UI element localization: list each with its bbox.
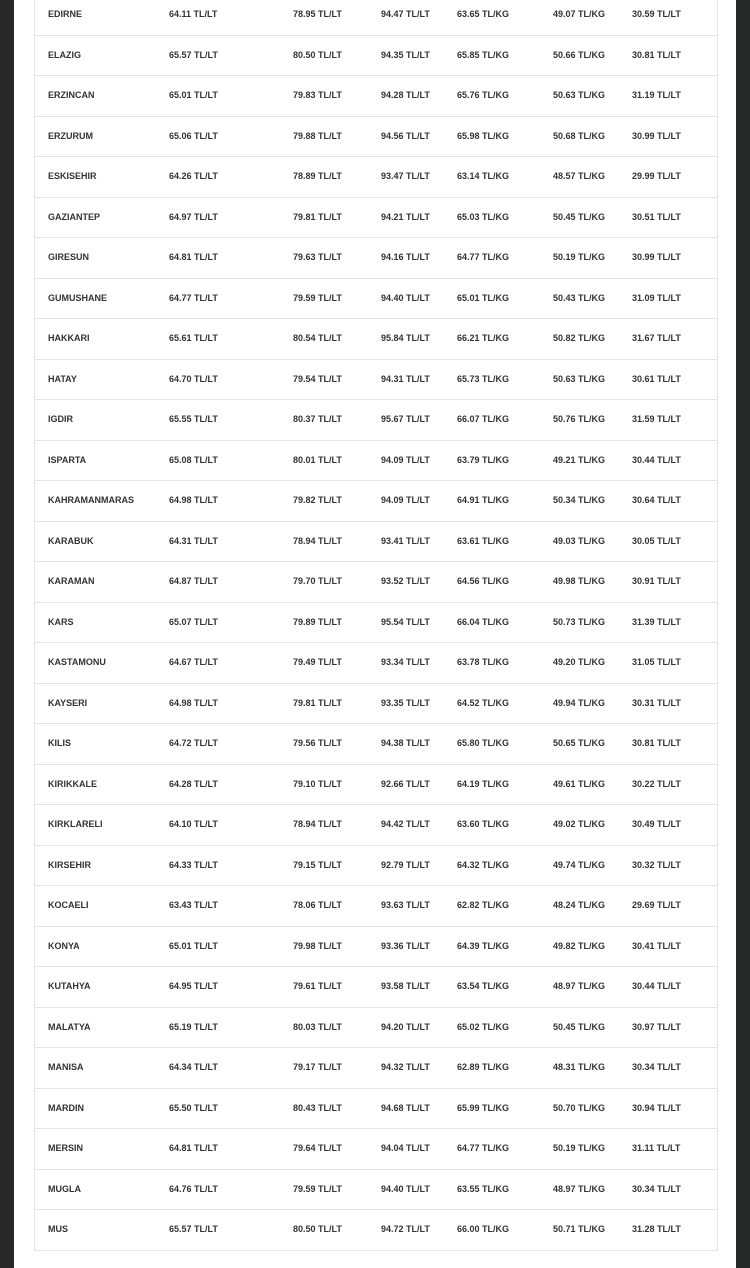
price-col-4-cell: 63.78 TL/KG — [457, 657, 510, 667]
price-col-6-cell: 31.28 TL/LT — [632, 1224, 681, 1234]
price-col-6-cell: 30.44 TL/LT — [632, 981, 681, 991]
price-col-5-cell: 48.97 TL/KG — [553, 981, 606, 991]
price-col-6-cell: 30.97 TL/LT — [632, 1021, 681, 1032]
city-name-cell: IGDIR — [48, 414, 74, 424]
price-col-2-cell: 78.06 TL/LT — [293, 900, 342, 910]
price-col-4-cell: 65.76 TL/KG — [457, 90, 510, 100]
price-col-5-cell: 48.57 TL/KG — [553, 171, 606, 181]
price-col-5-cell: 50.82 TL/KG — [553, 333, 606, 343]
price-col-5-cell: 50.19 TL/KG — [553, 252, 606, 262]
price-col-2-cell: 78.94 TL/LT — [293, 535, 342, 546]
city-name-cell: MERSIN — [48, 1143, 84, 1153]
price-col-5-cell: 50.45 TL/KG — [553, 211, 606, 222]
price-col-4-cell: 65.99 TL/KG — [457, 1102, 510, 1113]
table-row — [35, 279, 717, 320]
city-name-cell: MUGLA — [48, 1183, 81, 1194]
table-row — [35, 0, 717, 36]
price-col-1-cell: 64.95 TL/LT — [169, 981, 218, 991]
price-col-2-cell: 79.15 TL/LT — [293, 859, 342, 870]
price-col-1-cell: 63.43 TL/LT — [169, 900, 218, 910]
price-col-5-cell: 49.02 TL/KG — [553, 819, 606, 829]
price-col-1-cell: 65.61 TL/LT — [169, 333, 218, 343]
table-row — [35, 198, 717, 239]
price-col-6-cell: 30.64 TL/LT — [632, 495, 681, 505]
price-col-1-cell: 64.81 TL/LT — [169, 252, 218, 262]
price-col-4-cell: 63.65 TL/KG — [457, 9, 510, 19]
price-col-3-cell: 93.36 TL/LT — [381, 940, 430, 951]
price-col-4-cell: 65.80 TL/KG — [457, 738, 510, 748]
price-col-6-cell: 30.99 TL/LT — [632, 130, 681, 141]
price-col-1-cell: 64.67 TL/LT — [169, 657, 218, 667]
price-col-2-cell: 79.49 TL/LT — [293, 657, 342, 667]
price-col-4-cell: 63.54 TL/KG — [457, 981, 510, 991]
table-row — [35, 400, 717, 441]
price-col-5-cell: 50.73 TL/KG — [553, 616, 606, 627]
price-col-6-cell: 30.34 TL/LT — [632, 1183, 681, 1194]
price-col-4-cell: 63.14 TL/KG — [457, 171, 510, 181]
price-col-6-cell: 30.49 TL/LT — [632, 819, 681, 829]
table-row — [35, 1008, 717, 1049]
price-col-4-cell: 66.04 TL/KG — [457, 616, 510, 627]
price-col-4-cell: 64.52 TL/KG — [457, 697, 510, 708]
price-col-1-cell: 64.87 TL/LT — [169, 576, 218, 586]
price-col-5-cell: 50.34 TL/KG — [553, 495, 606, 505]
price-col-6-cell: 30.91 TL/LT — [632, 576, 681, 586]
city-name-cell: KARS — [48, 616, 74, 627]
price-col-4-cell: 63.60 TL/KG — [457, 819, 510, 829]
price-col-5-cell: 49.20 TL/KG — [553, 657, 606, 667]
price-col-6-cell: 30.44 TL/LT — [632, 454, 681, 465]
price-col-6-cell: 30.81 TL/LT — [632, 49, 681, 60]
page-content — [14, 0, 736, 1268]
price-col-2-cell: 78.89 TL/LT — [293, 171, 342, 181]
price-col-5-cell: 49.98 TL/KG — [553, 576, 606, 586]
price-col-1-cell: 64.98 TL/LT — [169, 697, 218, 708]
price-col-6-cell: 29.99 TL/LT — [632, 171, 681, 181]
city-name-cell: HAKKARI — [48, 333, 90, 343]
price-col-6-cell: 30.61 TL/LT — [632, 373, 681, 384]
fuel-price-table — [34, 0, 718, 1251]
price-col-6-cell: 31.59 TL/LT — [632, 414, 681, 424]
city-name-cell: KAHRAMANMARAS — [48, 495, 134, 505]
price-col-3-cell: 94.20 TL/LT — [381, 1021, 430, 1032]
table-row — [35, 1170, 717, 1211]
price-col-1-cell: 65.06 TL/LT — [169, 130, 218, 141]
table-row — [35, 157, 717, 198]
price-col-2-cell: 80.54 TL/LT — [293, 333, 342, 343]
price-col-6-cell: 31.09 TL/LT — [632, 292, 681, 303]
price-col-2-cell: 78.95 TL/LT — [293, 9, 342, 19]
price-col-3-cell: 93.63 TL/LT — [381, 900, 430, 910]
price-col-1-cell: 65.01 TL/LT — [169, 90, 218, 100]
price-col-6-cell: 30.22 TL/LT — [632, 778, 681, 789]
price-col-5-cell: 49.07 TL/KG — [553, 9, 606, 19]
price-col-3-cell: 93.47 TL/LT — [381, 171, 430, 181]
price-col-4-cell: 66.00 TL/KG — [457, 1224, 510, 1234]
table-row — [35, 927, 717, 968]
city-name-cell: MARDIN — [48, 1102, 84, 1113]
price-col-2-cell: 79.17 TL/LT — [293, 1062, 342, 1072]
price-col-2-cell: 79.88 TL/LT — [293, 130, 342, 141]
price-col-5-cell: 50.66 TL/KG — [553, 49, 606, 60]
price-col-3-cell: 94.47 TL/LT — [381, 9, 430, 19]
price-col-5-cell: 50.45 TL/KG — [553, 1021, 606, 1032]
table-row — [35, 441, 717, 482]
price-col-1-cell: 64.97 TL/LT — [169, 211, 218, 222]
price-col-6-cell: 30.32 TL/LT — [632, 859, 681, 870]
table-row — [35, 1089, 717, 1130]
price-col-6-cell: 30.05 TL/LT — [632, 535, 681, 546]
price-col-5-cell: 50.68 TL/KG — [553, 130, 606, 141]
price-col-5-cell: 48.31 TL/KG — [553, 1062, 606, 1072]
price-col-1-cell: 64.70 TL/LT — [169, 373, 218, 384]
city-name-cell: KONYA — [48, 940, 80, 951]
price-col-2-cell: 79.81 TL/LT — [293, 211, 342, 222]
price-col-4-cell: 64.77 TL/KG — [457, 252, 510, 262]
price-col-3-cell: 94.09 TL/LT — [381, 454, 430, 465]
price-col-1-cell: 64.33 TL/LT — [169, 859, 218, 870]
price-col-2-cell: 79.59 TL/LT — [293, 292, 342, 303]
price-col-5-cell: 50.63 TL/KG — [553, 90, 606, 100]
price-col-5-cell: 49.94 TL/KG — [553, 697, 606, 708]
price-col-4-cell: 64.39 TL/KG — [457, 940, 510, 951]
price-col-6-cell: 30.99 TL/LT — [632, 252, 681, 262]
price-col-2-cell: 79.64 TL/LT — [293, 1143, 342, 1153]
city-name-cell: ERZURUM — [48, 130, 93, 141]
table-row — [35, 643, 717, 684]
price-col-6-cell: 30.59 TL/LT — [632, 9, 681, 19]
price-col-6-cell: 31.05 TL/LT — [632, 657, 681, 667]
price-col-2-cell: 80.03 TL/LT — [293, 1021, 342, 1032]
table-row — [35, 319, 717, 360]
table-row — [35, 724, 717, 765]
price-col-1-cell: 64.98 TL/LT — [169, 495, 218, 505]
price-col-3-cell: 94.21 TL/LT — [381, 211, 430, 222]
price-col-1-cell: 64.77 TL/LT — [169, 292, 218, 303]
price-col-1-cell: 64.72 TL/LT — [169, 738, 218, 748]
price-col-2-cell: 79.63 TL/LT — [293, 252, 342, 262]
price-col-1-cell: 64.76 TL/LT — [169, 1183, 218, 1194]
city-name-cell: ISPARTA — [48, 454, 87, 465]
price-col-2-cell: 79.61 TL/LT — [293, 981, 342, 991]
price-col-2-cell: 79.81 TL/LT — [293, 697, 342, 708]
city-name-cell: KAYSERI — [48, 697, 88, 708]
price-col-1-cell: 65.57 TL/LT — [169, 49, 218, 60]
city-name-cell: GUMUSHANE — [48, 292, 108, 303]
price-col-3-cell: 94.40 TL/LT — [381, 1183, 430, 1194]
price-col-1-cell: 65.19 TL/LT — [169, 1021, 218, 1032]
price-col-1-cell: 65.57 TL/LT — [169, 1224, 218, 1234]
price-col-6-cell: 30.81 TL/LT — [632, 738, 681, 748]
price-col-4-cell: 62.82 TL/KG — [457, 900, 510, 910]
price-col-1-cell: 64.28 TL/LT — [169, 778, 218, 789]
city-name-cell: KIRKLARELI — [48, 819, 103, 829]
price-col-2-cell: 79.10 TL/LT — [293, 778, 342, 789]
price-col-5-cell: 50.76 TL/KG — [553, 414, 606, 424]
price-col-4-cell: 65.01 TL/KG — [457, 292, 510, 303]
city-name-cell: ELAZIG — [48, 49, 81, 60]
price-col-3-cell: 94.56 TL/LT — [381, 130, 430, 141]
price-col-3-cell: 94.28 TL/LT — [381, 90, 430, 100]
price-col-5-cell: 49.61 TL/KG — [553, 778, 606, 789]
price-col-2-cell: 79.70 TL/LT — [293, 576, 342, 586]
price-col-4-cell: 63.55 TL/KG — [457, 1183, 510, 1194]
price-col-6-cell: 31.19 TL/LT — [632, 90, 681, 100]
city-name-cell: KILIS — [48, 738, 72, 748]
city-name-cell: KARABUK — [48, 535, 94, 546]
city-name-cell: MALATYA — [48, 1021, 91, 1032]
price-col-5-cell: 49.21 TL/KG — [553, 454, 606, 465]
price-col-4-cell: 64.32 TL/KG — [457, 859, 510, 870]
price-col-2-cell: 79.56 TL/LT — [293, 738, 342, 748]
price-col-1-cell: 65.01 TL/LT — [169, 940, 218, 951]
price-col-1-cell: 65.50 TL/LT — [169, 1102, 218, 1113]
price-col-3-cell: 94.68 TL/LT — [381, 1102, 430, 1113]
price-col-5-cell: 50.65 TL/KG — [553, 738, 606, 748]
price-col-3-cell: 93.35 TL/LT — [381, 697, 430, 708]
price-col-5-cell: 48.24 TL/KG — [553, 900, 606, 910]
price-col-4-cell: 63.61 TL/KG — [457, 535, 510, 546]
price-col-4-cell: 64.56 TL/KG — [457, 576, 510, 586]
price-col-2-cell: 79.54 TL/LT — [293, 373, 342, 384]
price-col-2-cell: 79.83 TL/LT — [293, 90, 342, 100]
city-name-cell: KARAMAN — [48, 576, 95, 586]
price-col-2-cell: 80.43 TL/LT — [293, 1102, 342, 1113]
price-col-2-cell: 80.01 TL/LT — [293, 454, 342, 465]
price-col-6-cell: 30.31 TL/LT — [632, 697, 681, 708]
table-row — [35, 360, 717, 401]
price-col-5-cell: 49.03 TL/KG — [553, 535, 606, 546]
price-col-1-cell: 64.10 TL/LT — [169, 819, 218, 829]
price-col-2-cell: 79.82 TL/LT — [293, 495, 342, 505]
price-col-3-cell: 95.67 TL/LT — [381, 414, 430, 424]
price-col-4-cell: 66.21 TL/KG — [457, 333, 510, 343]
price-col-6-cell: 31.39 TL/LT — [632, 616, 681, 627]
price-col-1-cell: 65.55 TL/LT — [169, 414, 218, 424]
city-name-cell: GAZIANTEP — [48, 211, 101, 222]
price-col-3-cell: 92.79 TL/LT — [381, 859, 430, 870]
price-col-1-cell: 64.31 TL/LT — [169, 535, 218, 546]
price-col-4-cell: 66.07 TL/KG — [457, 414, 510, 424]
price-col-4-cell: 64.77 TL/KG — [457, 1143, 510, 1153]
price-col-4-cell: 65.85 TL/KG — [457, 49, 510, 60]
price-col-1-cell: 65.07 TL/LT — [169, 616, 218, 627]
price-col-3-cell: 94.16 TL/LT — [381, 252, 430, 262]
price-col-6-cell: 31.67 TL/LT — [632, 333, 681, 343]
city-name-cell: MUS — [48, 1224, 68, 1234]
price-col-6-cell: 30.94 TL/LT — [632, 1102, 681, 1113]
price-col-3-cell: 95.84 TL/LT — [381, 333, 430, 343]
price-col-2-cell: 79.89 TL/LT — [293, 616, 342, 627]
price-col-3-cell: 93.58 TL/LT — [381, 981, 430, 991]
table-row — [35, 76, 717, 117]
table-row — [35, 481, 717, 522]
price-col-3-cell: 93.41 TL/LT — [381, 535, 430, 546]
table-row — [35, 1210, 717, 1251]
price-col-4-cell: 65.03 TL/KG — [457, 211, 510, 222]
table-row — [35, 967, 717, 1008]
price-col-2-cell: 79.98 TL/LT — [293, 940, 342, 951]
price-col-5-cell: 50.71 TL/KG — [553, 1224, 606, 1234]
price-col-4-cell: 64.91 TL/KG — [457, 495, 510, 505]
table-row — [35, 846, 717, 887]
price-col-3-cell: 93.34 TL/LT — [381, 657, 430, 667]
price-col-5-cell: 48.97 TL/KG — [553, 1183, 606, 1194]
price-col-3-cell: 94.04 TL/LT — [381, 1143, 430, 1153]
price-col-1-cell: 65.08 TL/LT — [169, 454, 218, 465]
price-col-4-cell: 64.19 TL/KG — [457, 778, 510, 789]
price-col-1-cell: 64.11 TL/LT — [169, 9, 218, 19]
city-name-cell: KUTAHYA — [48, 981, 91, 991]
table-row — [35, 117, 717, 158]
table-row — [35, 1048, 717, 1089]
table-row — [35, 886, 717, 927]
city-name-cell: ERZINCAN — [48, 90, 95, 100]
table-row — [35, 603, 717, 644]
price-col-3-cell: 94.38 TL/LT — [381, 738, 430, 748]
price-col-5-cell: 50.70 TL/KG — [553, 1102, 606, 1113]
price-col-2-cell: 80.50 TL/LT — [293, 49, 342, 60]
price-col-1-cell: 64.26 TL/LT — [169, 171, 218, 181]
price-col-2-cell: 80.37 TL/LT — [293, 414, 342, 424]
price-col-2-cell: 80.50 TL/LT — [293, 1224, 342, 1234]
price-col-4-cell: 65.73 TL/KG — [457, 373, 510, 384]
price-col-6-cell: 30.51 TL/LT — [632, 211, 681, 222]
price-col-6-cell: 30.34 TL/LT — [632, 1062, 681, 1072]
city-name-cell: EDIRNE — [48, 9, 83, 19]
price-col-3-cell: 94.31 TL/LT — [381, 373, 430, 384]
city-name-cell: MANISA — [48, 1062, 84, 1072]
price-col-5-cell: 49.74 TL/KG — [553, 859, 606, 870]
price-col-4-cell: 63.79 TL/KG — [457, 454, 510, 465]
price-col-4-cell: 62.89 TL/KG — [457, 1062, 510, 1072]
price-col-2-cell: 79.59 TL/LT — [293, 1183, 342, 1194]
price-col-3-cell: 94.72 TL/LT — [381, 1224, 430, 1234]
price-col-3-cell: 94.32 TL/LT — [381, 1062, 430, 1072]
table-row — [35, 765, 717, 806]
price-col-4-cell: 65.98 TL/KG — [457, 130, 510, 141]
table-row — [35, 1129, 717, 1170]
table-row — [35, 684, 717, 725]
table-row — [35, 522, 717, 563]
price-col-5-cell: 49.82 TL/KG — [553, 940, 606, 951]
price-col-3-cell: 94.42 TL/LT — [381, 819, 430, 829]
price-col-4-cell: 65.02 TL/KG — [457, 1021, 510, 1032]
table-row — [35, 805, 717, 846]
table-row — [35, 562, 717, 603]
city-name-cell: KIRSEHIR — [48, 859, 92, 870]
price-col-5-cell: 50.63 TL/KG — [553, 373, 606, 384]
city-name-cell: KOCAELI — [48, 900, 89, 910]
price-col-3-cell: 94.09 TL/LT — [381, 495, 430, 505]
city-name-cell: KASTAMONU — [48, 657, 106, 667]
price-col-3-cell: 94.35 TL/LT — [381, 49, 430, 60]
price-col-3-cell: 93.52 TL/LT — [381, 576, 430, 586]
price-col-3-cell: 92.66 TL/LT — [381, 778, 430, 789]
price-col-5-cell: 50.19 TL/KG — [553, 1143, 606, 1153]
price-col-3-cell: 95.54 TL/LT — [381, 616, 430, 627]
table-row — [35, 238, 717, 279]
price-col-6-cell: 30.41 TL/LT — [632, 940, 681, 951]
price-col-3-cell: 94.40 TL/LT — [381, 292, 430, 303]
price-col-6-cell: 29.69 TL/LT — [632, 900, 681, 910]
city-name-cell: GIRESUN — [48, 252, 90, 262]
price-col-6-cell: 31.11 TL/LT — [632, 1143, 681, 1153]
city-name-cell: KIRIKKALE — [48, 778, 97, 789]
city-name-cell: HATAY — [48, 373, 77, 384]
price-col-5-cell: 50.43 TL/KG — [553, 292, 606, 303]
price-col-2-cell: 78.94 TL/LT — [293, 819, 342, 829]
table-row — [35, 36, 717, 77]
price-col-1-cell: 64.34 TL/LT — [169, 1062, 218, 1072]
city-name-cell: ESKISEHIR — [48, 171, 97, 181]
price-col-1-cell: 64.81 TL/LT — [169, 1143, 218, 1153]
